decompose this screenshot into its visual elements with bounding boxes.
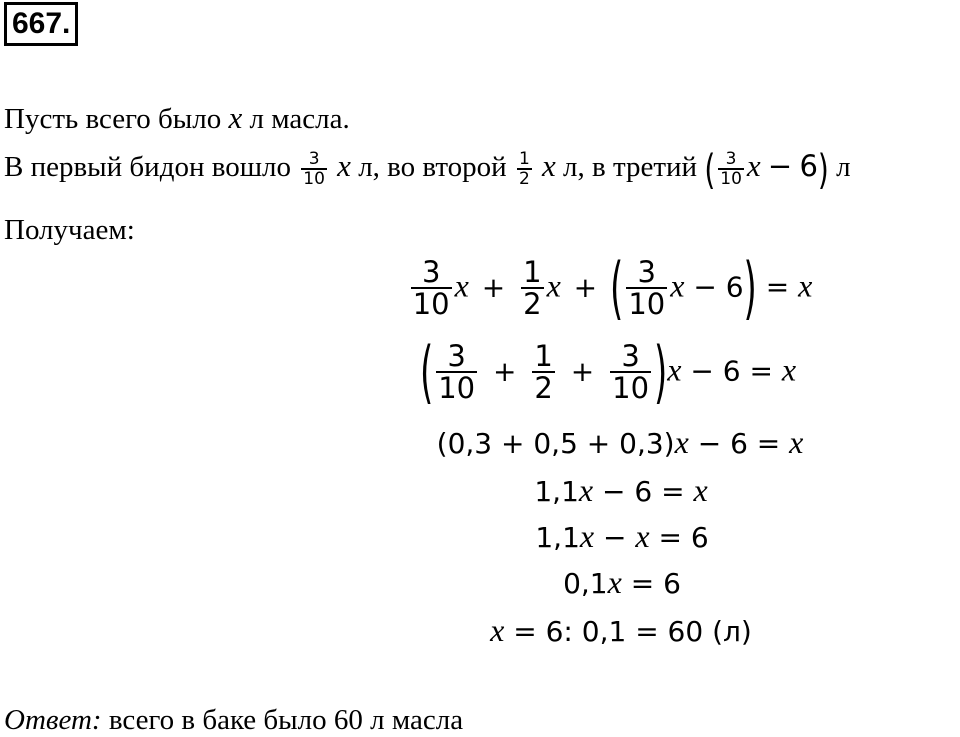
fraction-denominator: 2 (523, 287, 542, 321)
fraction-numerator: 3 (725, 148, 737, 169)
eq1-equals: = (765, 270, 799, 304)
problem-number: 667. (4, 2, 78, 46)
left-paren: ( (610, 248, 624, 329)
fraction-denominator: 2 (534, 371, 553, 405)
part1-prefix: В первый бидон вошло (4, 151, 292, 183)
equation-3 (0, 424, 960, 461)
fraction-denominator: 10 (412, 287, 450, 321)
fraction-first-can (301, 148, 327, 189)
variable-x: x (667, 351, 682, 388)
variable-x: x (542, 148, 556, 183)
part3-unit: л (836, 151, 851, 183)
left-paren: ( (419, 332, 434, 413)
intro-text-after: л масла. (249, 103, 350, 135)
fraction (610, 339, 651, 405)
plus-sign: + (573, 270, 598, 304)
number-six: 6 (799, 149, 818, 183)
equation-5 (0, 518, 960, 555)
variable-x: x (579, 518, 595, 554)
intro-line (4, 100, 350, 136)
eq7-rhs: = 6: 0,1 = 60 (л) (504, 615, 752, 648)
variable-x: x (693, 472, 708, 508)
equation-7 (0, 612, 960, 649)
fraction (626, 255, 667, 321)
eq2-tail: − 6 = (690, 354, 782, 388)
intro-text-before: Пусть всего было (4, 103, 222, 135)
part2-unit: л, в третий (563, 151, 698, 183)
fraction (521, 255, 543, 321)
eq6-lhs: 0,1 (563, 567, 608, 600)
fraction-numerator: 3 (621, 339, 640, 373)
eq3-sum: (0,3 + 0,5 + 0,3) (436, 427, 675, 460)
part1-unit: л, во второй (358, 151, 507, 183)
equation-4 (0, 472, 960, 509)
equation-1 (0, 248, 960, 329)
variable-x: x (798, 267, 813, 304)
eq5-rhs: = 6 (649, 521, 709, 554)
plus-sign: + (570, 354, 595, 388)
fraction-numerator: 3 (447, 339, 466, 373)
fraction-denominator: 10 (438, 371, 476, 405)
variable-x: x (607, 564, 622, 600)
minus-sign: − (767, 149, 793, 183)
variable-x: x (789, 424, 804, 460)
eq4-tail: − 6 = (602, 475, 694, 508)
eq3-tail: − 6 = (697, 427, 790, 460)
fraction-second-can (517, 148, 532, 189)
fraction-numerator: 3 (308, 148, 320, 169)
plus-sign: + (493, 354, 517, 388)
fraction (532, 339, 554, 405)
variable-x: x (670, 267, 685, 304)
right-paren: ) (654, 332, 668, 413)
fraction-numerator: 1 (518, 148, 530, 169)
fraction-denominator: 2 (518, 168, 530, 189)
variable-x: x (635, 518, 650, 554)
right-paren: ) (817, 145, 829, 194)
variable-x: x (781, 351, 797, 388)
variable-x: x (490, 612, 505, 648)
variable-x: x (546, 267, 561, 304)
equation-2 (0, 332, 960, 413)
fraction (411, 255, 452, 321)
answer-text: всего в баке было 60 л масла (108, 704, 464, 736)
right-paren: ) (743, 248, 757, 329)
fraction-numerator: 1 (534, 339, 553, 373)
fraction-denominator: 10 (303, 168, 325, 189)
fraction (436, 339, 477, 405)
eq1-rest: − 6 (693, 270, 744, 304)
distribution-line (4, 145, 851, 194)
intro-variable: x (228, 100, 243, 135)
eq5-lhs: 1,1 (535, 521, 580, 554)
fraction-numerator: 3 (421, 255, 441, 289)
variable-x: x (746, 148, 761, 183)
eq4-lhs: 1,1 (534, 475, 579, 508)
variable-x: x (674, 424, 689, 460)
received-label: Получаем: (4, 214, 135, 246)
variable-x: x (578, 472, 594, 508)
fraction-numerator: 1 (523, 255, 542, 289)
plus-sign: + (481, 270, 506, 304)
fraction-numerator: 3 (637, 255, 656, 289)
fraction-denominator: 10 (612, 371, 650, 405)
answer-label: Ответ: (4, 704, 102, 736)
equation-6 (0, 564, 960, 601)
fraction-third-can (718, 148, 744, 189)
variable-x: x (337, 148, 351, 183)
eq5-mid: − (594, 521, 636, 554)
fraction-denominator: 10 (720, 168, 742, 189)
variable-x: x (454, 267, 469, 304)
fraction-denominator: 10 (628, 287, 666, 321)
answer-line (4, 704, 463, 737)
left-paren: ( (704, 145, 716, 194)
eq6-rhs: = 6 (621, 567, 681, 600)
